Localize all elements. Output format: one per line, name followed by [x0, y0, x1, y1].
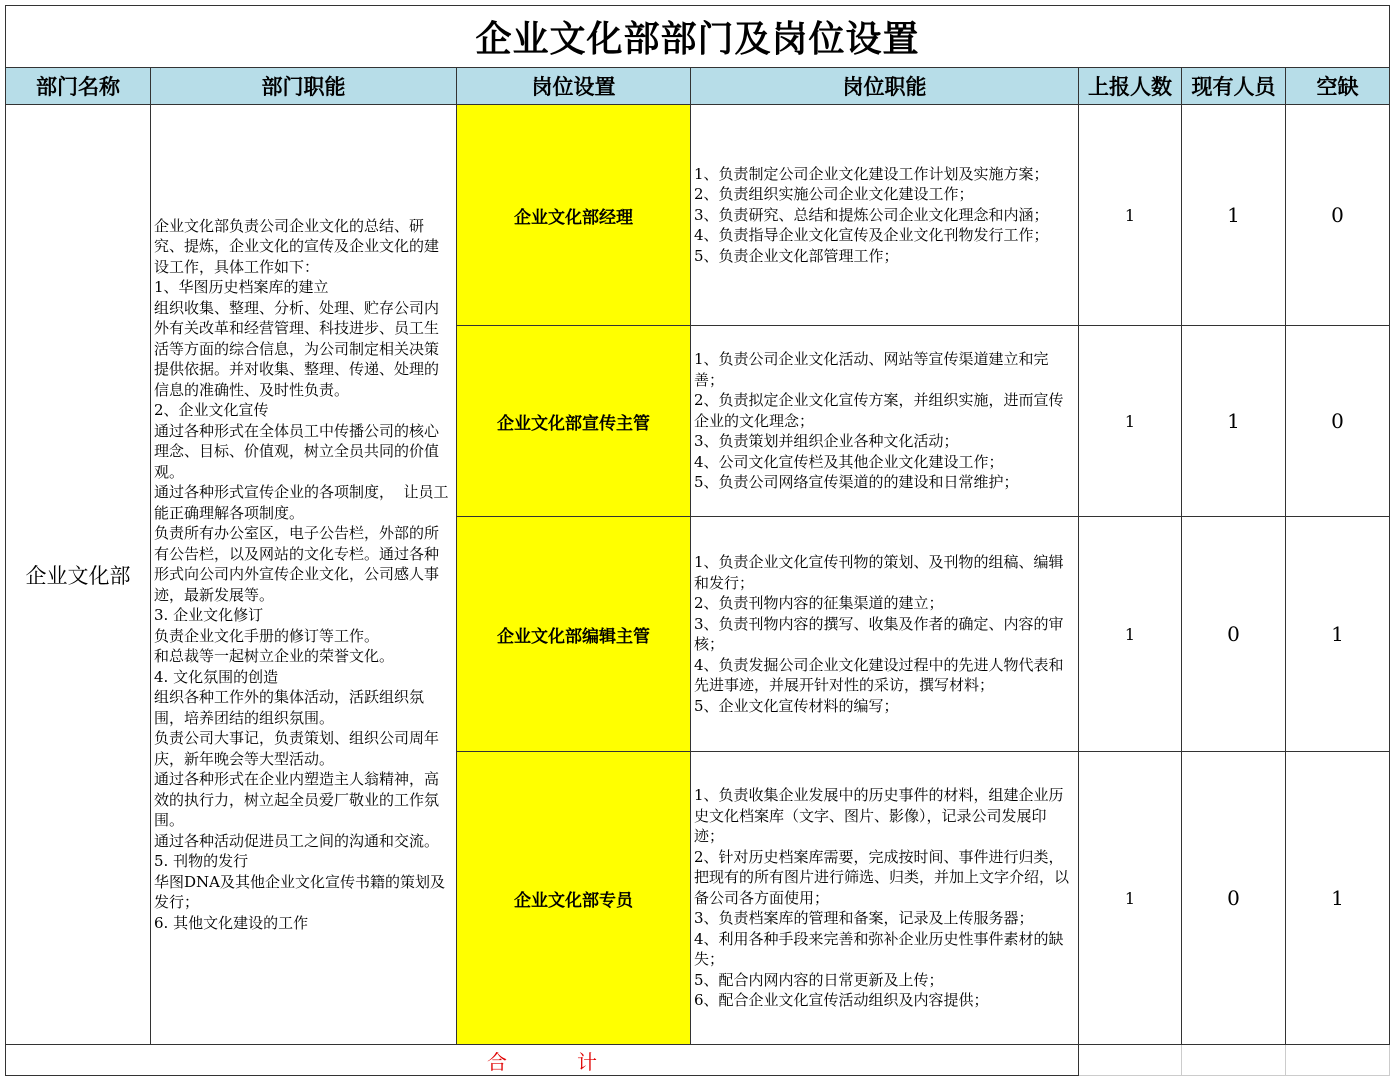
- total-label-right: 计: [577, 1050, 597, 1074]
- page-title: 企业文化部部门及岗位设置: [6, 6, 1390, 68]
- total-label-cell: [6, 1045, 1079, 1076]
- post-name-cell: 企业文化部专员: [457, 752, 691, 1045]
- org-table: [5, 5, 1390, 1076]
- vacancy-cell: 0: [1286, 326, 1390, 517]
- post-function-cell: 1、负责收集企业发展中的历史事件的材料，组建企业历史文化档案库（文字、图片、影像），记录公司发展印迹； 2、针对历史档案库需要，完成按时间、事件进行归类，把现有的所有图片进行筛选、归类，并加上文字介绍，以备公司各方面使用； 3、负责档案库的管理和备案，记录及上传服务器； 4、利用各种手段来完善和弥补企业历史性事件素材的缺失； 5、配合内网内容的日常更新及上传； 6、配合企业文化宣传活动组织及内容提供；: [691, 752, 1079, 1045]
- reported-cell: 1: [1079, 517, 1182, 752]
- dept-name-cell: 企业文化部: [6, 105, 151, 1045]
- current-cell: 0: [1182, 752, 1286, 1045]
- header-dept-name: 部门名称: [6, 68, 151, 105]
- current-cell: 1: [1182, 105, 1286, 326]
- post-name-cell: 企业文化部宣传主管: [457, 326, 691, 517]
- total-label-left: 合: [487, 1050, 507, 1074]
- header-vacancy: 空缺: [1286, 68, 1390, 105]
- reported-cell: 1: [1079, 752, 1182, 1045]
- post-function-cell: 1、负责公司企业文化活动、网站等宣传渠道建立和完善； 2、负责拟定企业文化宣传方案，并组织实施，进而宣传企业的文化理念； 3、负责策划并组织企业各种文化活动； 4、公司文化宣传栏及其他企业文化建设工作； 5、负责公司网络宣传渠道的的建设和日常维护；: [691, 326, 1079, 517]
- vacancy-cell: 1: [1286, 517, 1390, 752]
- current-cell: 0: [1182, 517, 1286, 752]
- post-function-cell: 1、负责企业文化宣传刊物的策划、及刊物的组稿、编辑和发行； 2、负责刊物内容的征集渠道的建立； 3、负责刊物内容的撰写、收集及作者的确定、内容的审核； 4、负责发掘公司企业文化建设过程中的先进人物代表和先进事迹，并展开针对性的采访，撰写材料； 5、企业文化宣传材料的编写；: [691, 517, 1079, 752]
- total-current-cell: [1182, 1045, 1286, 1076]
- header-post: 岗位设置: [457, 68, 691, 105]
- header-current: 现有人员: [1182, 68, 1286, 105]
- total-vacancy-cell: [1286, 1045, 1390, 1076]
- header-post-function: 岗位职能: [691, 68, 1079, 105]
- reported-cell: 1: [1079, 105, 1182, 326]
- current-cell: 1: [1182, 326, 1286, 517]
- dept-function-cell: 企业文化部负责公司企业文化的总结、研究、提炼，企业文化的宣传及企业文化的建设工作，具体工作如下： 1、华图历史档案库的建立 组织收集、整理、分析、处理、贮存公司内外有关改革和经营管理、科技进步、员工生活等方面的综合信息，为公司制定相关决策提供依据。并对收集、整理、传递、处理的信息的准确性、及时性负责。 2、企业文化宣传 通过各种形式在全体员工中传播公司的核心理念、目标、价值观，树立全员共同的价值观。 通过各种形式宣传企业的各项制度， 让员工能正确理解各项制度。 负责所有办公室区，电子公告栏，外部的所有公告栏，以及网站的文化专栏。通过各种形式向公司内外宣传企业文化，公司感人事迹，最新发展等。 3. 企业文化修订 负责企业文化手册的修订等工作。 和总裁等一起树立企业的荣誉文化。 4. 文化氛围的创造 组织各种工作外的集体活动，活跃组织氛围，培养团结的组织氛围。 负责公司大事记，负责策划、组织公司周年庆，新年晚会等大型活动。 通过各种形式在企业内塑造主人翁精神，高效的执行力，树立起全员爱厂敬业的工作氛围。 通过各种活动促进员工之间的沟通和交流。 5. 刊物的发行 华图DNA及其他企业文化宣传书籍的策划及发行； 6. 其他文化建设的工作: [151, 105, 457, 1045]
- post-function-cell: 1、负责制定公司企业文化建设工作计划及实施方案； 2、负责组织实施公司企业文化建设工作； 3、负责研究、总结和提炼公司企业文化理念和内涵； 4、负责指导企业文化宣传及企业文化刊物发行工作； 5、负责企业文化部管理工作；: [691, 105, 1079, 326]
- total-reported-cell: [1079, 1045, 1182, 1076]
- post-name-cell: 企业文化部经理: [457, 105, 691, 326]
- table-row: [6, 105, 1390, 326]
- vacancy-cell: 0: [1286, 105, 1390, 326]
- reported-cell: 1: [1079, 326, 1182, 517]
- header-reported: 上报人数: [1079, 68, 1182, 105]
- header-dept-function: 部门职能: [151, 68, 457, 105]
- vacancy-cell: 1: [1286, 752, 1390, 1045]
- total-row: [6, 1045, 1390, 1076]
- post-name-cell: 企业文化部编辑主管: [457, 517, 691, 752]
